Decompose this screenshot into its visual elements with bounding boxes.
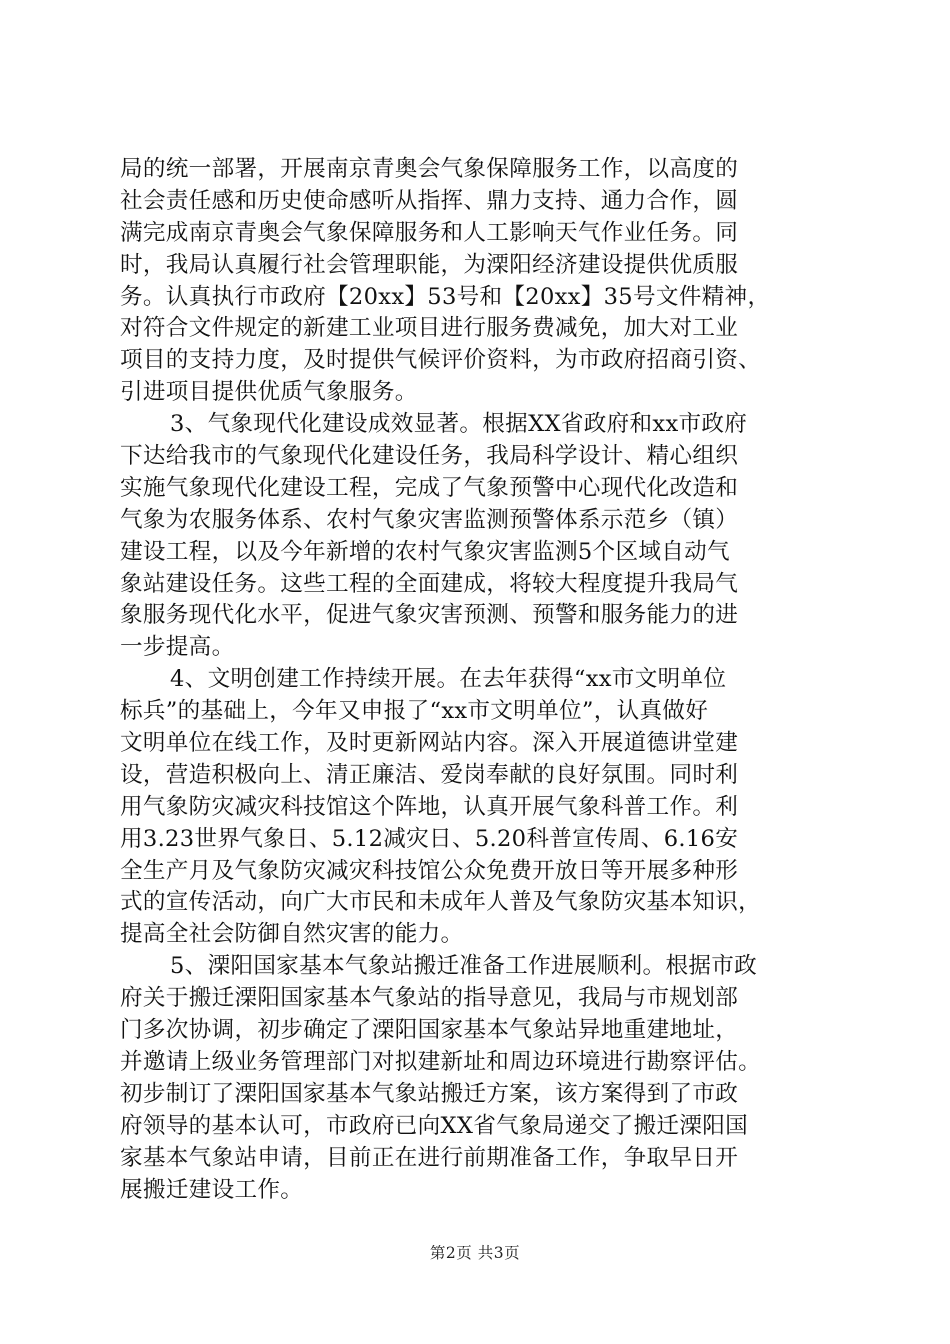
paragraph-first-line: 4、文明创建工作持续开展。在去年获得“xx市文明单位 [170, 666, 727, 693]
text-line: 府领导的基本认可，市政府已向XX省气象局递交了搬迁溧阳国 [120, 1112, 749, 1139]
paragraph-first-line: 3、气象现代化建设成效显著。根据XX省政府和xx市政府 [170, 411, 748, 438]
text-line: 气象为农服务体系、农村气象灾害监测预警体系示范乡（镇） [120, 506, 739, 533]
text-line: 时，我局认真履行社会管理职能，为溧阳经济建设提供优质服 [120, 251, 739, 278]
text-line: 全生产月及气象防灾减灾科技馆公众免费开放日等开展多种形 [120, 857, 739, 884]
text-line: 一步提高。 [120, 634, 235, 661]
text-line: 社会责任感和历史使命感听从指挥、鼎力支持、通力合作，圆 [120, 187, 739, 214]
page-footer: 第2页 共3页 [429, 1244, 521, 1262]
text-line: 实施气象现代化建设工程，完成了气象预警中心现代化改造和 [120, 474, 739, 501]
paragraph-first-line: 5、溧阳国家基本气象站搬迁准备工作进展顺利。根据市政 [170, 953, 758, 980]
text-line: 标兵”的基础上，今年又申报了“xx市文明单位”，认真做好 [120, 698, 709, 725]
text-line: 对符合文件规定的新建工业项目进行服务费减免，加大对工业 [120, 315, 739, 342]
text-line: 象服务现代化水平，促进气象灾害预测、预警和服务能力的进 [120, 602, 739, 629]
text-line: 初步制订了溧阳国家基本气象站搬迁方案，该方案得到了市政 [120, 1080, 739, 1107]
text-line: 式的宣传活动，向广大市民和未成年人普及气象防灾基本知识， [120, 889, 762, 916]
text-line: 下达给我市的气象现代化建设任务，我局科学设计、精心组织 [120, 443, 739, 470]
text-line: 府关于搬迁溧阳国家基本气象站的指导意见，我局与市规划部 [120, 985, 739, 1012]
document-body [120, 154, 832, 1206]
text-line: 家基本气象站申请，目前正在进行前期准备工作，争取早日开 [120, 1144, 739, 1171]
text-line: 文明单位在线工作，及时更新网站内容。深入开展道德讲堂建 [120, 730, 739, 757]
text-line: 象站建设任务。这些工程的全面建成，将较大程度提升我局气 [120, 570, 739, 597]
text-line: 用气象防灾减灾科技馆这个阵地，认真开展气象科普工作。利 [120, 793, 739, 820]
text-line: 设，营造积极向上、清正廉洁、爱岗奉献的良好氛围。同时利 [120, 761, 739, 788]
text-line: 项目的支持力度，及时提供气候评价资料，为市政府招商引资、 [120, 347, 762, 374]
text-line: 展搬迁建设工作。 [120, 1176, 304, 1203]
text-line: 门多次协调，初步确定了溧阳国家基本气象站异地重建地址， [120, 1017, 739, 1044]
text-line: 务。认真执行市政府【20xx】53号和【20xx】35号文件精神， [120, 283, 771, 310]
text-line: 提高全社会防御自然灾害的能力。 [120, 921, 464, 948]
text-line: 引进项目提供优质气象服务。 [120, 379, 418, 406]
text-line: 建设工程，以及今年新增的农村气象灾害监测5个区域自动气 [120, 538, 730, 565]
text-line: 用3.23世界气象日、5.12减灾日、5.20科普宣传周、6.16安 [120, 825, 739, 852]
text-line: 并邀请上级业务管理部门对拟建新址和周边环境进行勘察评估。 [120, 1048, 762, 1075]
text-line: 满完成南京青奥会气象保障服务和人工影响天气作业任务。同 [120, 219, 739, 246]
text-line: 局的统一部署，开展南京青奥会气象保障服务工作，以高度的 [120, 156, 739, 182]
